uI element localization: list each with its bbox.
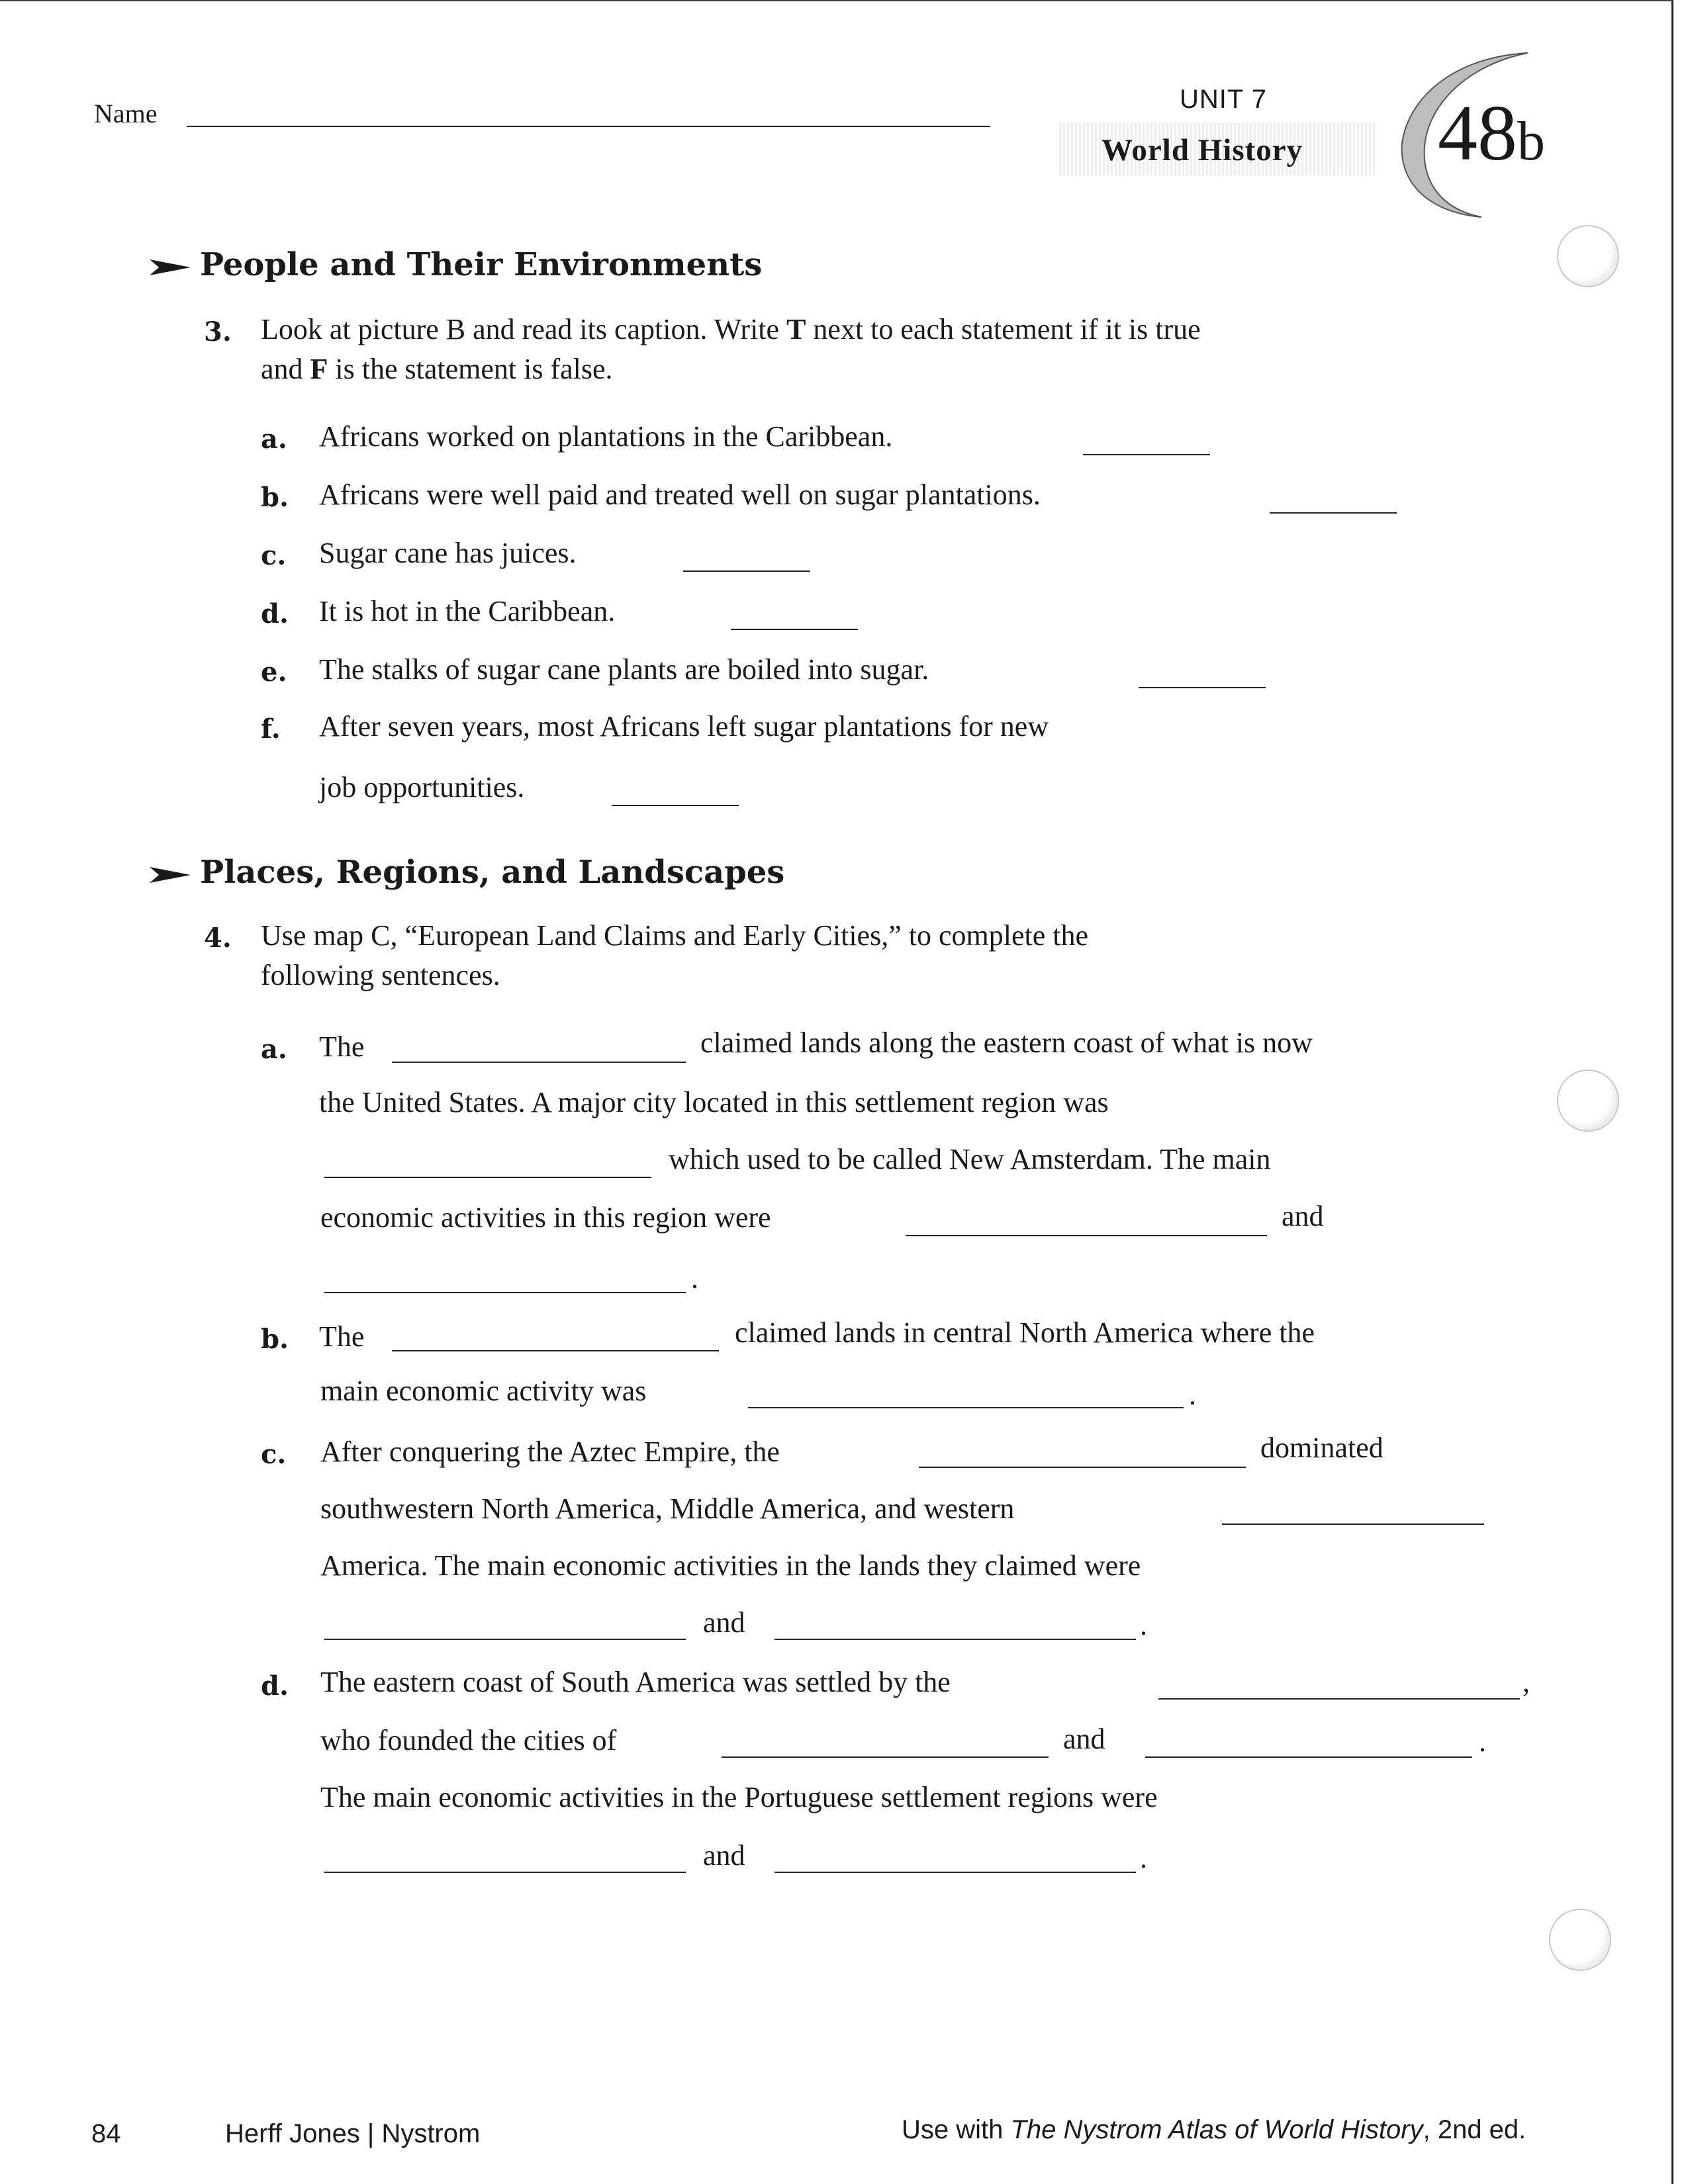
answer-blank[interactable] xyxy=(324,1872,686,1873)
answer-blank[interactable] xyxy=(392,1350,719,1351)
answer-blank[interactable] xyxy=(1083,454,1210,455)
arrowhead-icon xyxy=(150,258,191,277)
publisher: Herff Jones | Nystrom xyxy=(225,2119,481,2148)
reference-text: Use with xyxy=(902,2115,1011,2144)
answer-blank[interactable] xyxy=(731,629,858,630)
prompt-text: Look at picture B and read its caption. Write xyxy=(261,313,787,345)
item-letter: a. xyxy=(261,1034,287,1065)
answer-blank[interactable] xyxy=(722,1756,1049,1758)
prompt-text: is the statement is false. xyxy=(328,353,613,385)
answer-blank[interactable] xyxy=(1145,1756,1472,1758)
answer-blank[interactable] xyxy=(392,1062,686,1063)
sheet-number-suffix: b xyxy=(1517,111,1545,172)
item-letter: e. xyxy=(261,657,287,688)
prompt-text: next to each statement if it is true xyxy=(806,313,1201,345)
punch-hole xyxy=(1557,1069,1619,1132)
prompt-true-letter: T xyxy=(786,313,806,345)
sheet-number xyxy=(1438,87,1545,179)
answer-blank[interactable] xyxy=(1139,687,1266,688)
name-field-line[interactable] xyxy=(187,126,990,127)
sentence-text: America. The main economic activities in the lands they claimed were xyxy=(320,1549,1141,1582)
sentence-text: The xyxy=(319,1030,365,1063)
sentence-punctuation: . xyxy=(1140,1842,1147,1874)
reference-text: , 2nd ed. xyxy=(1423,2115,1526,2144)
arrowhead-icon xyxy=(150,866,191,884)
subject-title: World History xyxy=(1102,133,1303,167)
sentence-text: After conquering the Aztec Empire, the xyxy=(320,1435,780,1468)
statement-text-continued: job opportunities. xyxy=(319,771,525,803)
item-letter: c. xyxy=(261,540,287,571)
answer-blank[interactable] xyxy=(1158,1698,1520,1700)
answer-blank[interactable] xyxy=(324,1639,686,1640)
section-heading-places xyxy=(150,854,784,891)
sentence-text: The main economic activities in the Portuguese settlement regions were xyxy=(320,1781,1158,1813)
answer-blank[interactable] xyxy=(906,1235,1267,1236)
question-prompt-line1 xyxy=(261,312,1201,346)
sentence-punctuation: . xyxy=(691,1262,698,1295)
sentence-text: the United States. A major city located in this settlement region was xyxy=(319,1086,1109,1118)
sheet-number-digits: 48 xyxy=(1438,89,1517,177)
statement-text: Sugar cane has juices. xyxy=(319,537,577,569)
item-letter: d. xyxy=(261,1670,289,1702)
sentence-text: The eastern coast of South America was settled by the xyxy=(320,1666,951,1698)
sentence-text: southwestern North America, Middle America, and western xyxy=(320,1492,1015,1525)
atlas-reference xyxy=(902,2115,1526,2145)
sentence-text: The xyxy=(319,1320,365,1353)
statement-text: Africans worked on plantations in the Caribbean. xyxy=(319,420,893,453)
section-heading-text: Places, Regions, and Landscapes xyxy=(200,854,785,891)
item-letter: b. xyxy=(261,1324,289,1355)
answer-blank[interactable] xyxy=(612,805,739,806)
item-letter: d. xyxy=(261,598,289,629)
answer-blank[interactable] xyxy=(774,1872,1136,1873)
sentence-text: claimed lands in central North America where the xyxy=(735,1316,1315,1349)
answer-blank[interactable] xyxy=(324,1177,651,1178)
sentence-text: main economic activity was xyxy=(320,1375,647,1407)
prompt-text: and xyxy=(261,353,310,385)
question-prompt-line1: Use map C, “European Land Claims and Early Cities,” to complete the xyxy=(261,919,1088,952)
sentence-punctuation: . xyxy=(1140,1609,1147,1641)
punch-hole xyxy=(1557,225,1619,287)
answer-blank[interactable] xyxy=(324,1292,686,1293)
item-letter: a. xyxy=(261,424,287,455)
punch-hole xyxy=(1549,1909,1611,1971)
item-letter: b. xyxy=(261,482,289,513)
answer-blank[interactable] xyxy=(1270,512,1397,514)
page-number: 84 xyxy=(91,2119,121,2148)
sentence-text: and xyxy=(703,1606,745,1639)
statement-text: The stalks of sugar cane plants are boiled into sugar. xyxy=(319,653,929,686)
sentence-punctuation: . xyxy=(1479,1725,1486,1758)
answer-blank[interactable] xyxy=(683,570,810,572)
sentence-punctuation: , xyxy=(1523,1666,1530,1698)
sentence-text: claimed lands along the eastern coast of what is now xyxy=(700,1026,1313,1059)
statement-text: It is hot in the Caribbean. xyxy=(319,595,616,627)
answer-blank[interactable] xyxy=(919,1467,1246,1468)
sentence-text: and xyxy=(703,1839,745,1872)
question-prompt-line2: following sentences. xyxy=(261,959,500,991)
answer-blank[interactable] xyxy=(774,1639,1136,1640)
question-prompt-line2 xyxy=(261,352,613,386)
sentence-text: which used to be called New Amsterdam. The main xyxy=(669,1143,1271,1175)
sentence-punctuation: . xyxy=(1189,1379,1196,1411)
question-number: 3. xyxy=(204,316,232,347)
statement-text: After seven years, most Africans left sugar plantations for new xyxy=(319,710,1049,743)
sentence-text: and xyxy=(1282,1200,1324,1232)
statement-text: Africans were well paid and treated well on sugar plantations. xyxy=(319,478,1041,511)
name-label: Name xyxy=(94,99,158,128)
question-number: 4. xyxy=(204,923,232,954)
prompt-false-letter: F xyxy=(310,353,328,385)
answer-blank[interactable] xyxy=(748,1407,1184,1408)
section-heading-people xyxy=(150,246,762,283)
item-letter: c. xyxy=(261,1439,287,1470)
section-heading-text: People and Their Environments xyxy=(200,246,763,283)
sentence-text: who founded the cities of xyxy=(320,1724,617,1756)
sentence-text: and xyxy=(1063,1723,1105,1755)
item-letter: f. xyxy=(261,713,281,745)
sentence-text: economic activities in this region were xyxy=(320,1201,771,1234)
sentence-text: dominated xyxy=(1260,1432,1383,1464)
answer-blank[interactable] xyxy=(1222,1524,1484,1525)
unit-label: UNIT 7 xyxy=(1180,85,1267,114)
atlas-title: The Nystrom Atlas of World History xyxy=(1010,2115,1423,2144)
